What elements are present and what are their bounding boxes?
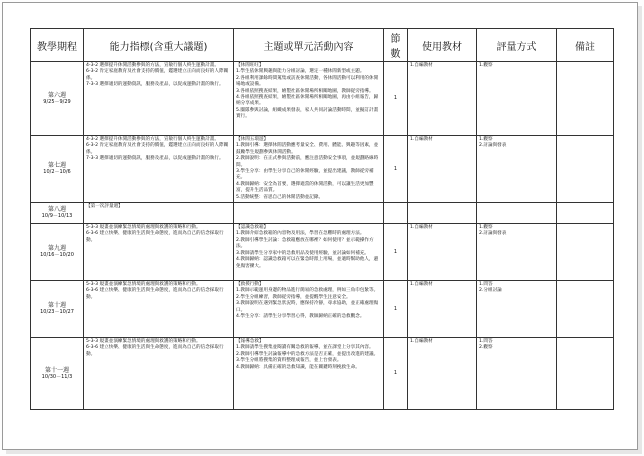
topic-line: 2.各組利用課餘時間蒐集或訪查休閒活動，各休閒活動可以利用的休閒場地或設備。: [236, 75, 379, 88]
indicator-line: 5-3-3 規畫並演練緊急情境的處理與救護的策略和行動。: [86, 225, 201, 231]
topic-line: 1.教師介紹急救箱的內容物及用法，學習在急難時的處理方法。: [236, 231, 365, 237]
topic-line: 【報導急救】: [236, 339, 264, 345]
topic-line: 3.各組依照搜查結果，繪製社區休閒場所相關地圖，教師從旁指導。: [236, 88, 374, 94]
assessment-cell: [477, 281, 557, 338]
indicator-line: 6-3-6 建立快樂、健康的生活與生命態度，進而為自己的信念採取行動。: [86, 345, 224, 357]
sessions-cell: [384, 203, 408, 224]
week-dates: 10/16－10/20: [40, 252, 74, 259]
indicator-line: 6-3-2 肯定家庭教育及社會支持的價值，鑑選建立正向而良好的人際關係。: [86, 69, 229, 81]
materials-cell: 1.自編教材: [408, 338, 477, 410]
topic-line: 1.教師請學生搜集並閱讀有關急救的報導，並在課堂上分享其內容。: [236, 345, 374, 351]
topic-line: 4.各組依照搜查結果，繪製社區休閒場所相關地圖，再由小組報告，歸納分享成果。: [236, 95, 379, 107]
week-name: 第九週: [47, 245, 66, 253]
topic-line: 5.活動統整：省思自己的休閒活動並記錄。: [236, 194, 324, 200]
header-row: [31, 29, 614, 62]
topic-cell: [234, 224, 384, 281]
topic-line: 【救援行動】: [236, 282, 264, 288]
topic-line: 2.教師引導學生討論報導中的急救方法是否正確，並提出改進的建議。: [236, 351, 379, 357]
week-cell: [31, 224, 84, 281]
topic-cell: [234, 281, 384, 338]
materials-cell: [408, 203, 477, 224]
week-cell: [31, 136, 84, 203]
header-sessions: 節數: [384, 29, 408, 62]
header-indicators: 能力指標(含重大議題): [84, 29, 234, 62]
indicator-line: 4-3-2 選擇提升休閒活動參與的方法，宣敏行個人終生運動計畫。: [86, 63, 219, 68]
topic-line: 【認識急救箱】: [236, 225, 269, 231]
week-cell: [31, 281, 84, 338]
assessment-line: 1.問答: [479, 282, 493, 288]
indicator-line: 7-3-3 選擇適切的運動資訊，服務及產品，以促成運動計畫的執行。: [86, 82, 224, 88]
sessions-cell: 1: [384, 136, 408, 203]
topic-line: 5.團隊參與討論，組織成果發表，家人共同討論活動時間，並擬訂計畫實行。: [236, 107, 379, 120]
topic-line: 2.教師引導學生討論：急救箱應放在哪裡？如何使用？並示範操作方法。: [236, 237, 374, 250]
topic-line: 1.教師示範運用身邊的物品進行簡易的急救處理，例如三角巾包紮等。: [236, 288, 379, 294]
week-cell: [31, 338, 84, 410]
week-row: [31, 224, 614, 281]
topic-line: 3.學生分組將搜集的資料整理成報告，並上台發表。: [236, 358, 342, 364]
sessions-cell: 1: [384, 281, 408, 338]
assessment-line: 2.討論與發表: [479, 143, 507, 149]
topic-line: 1.教師引導：選擇休閒活動應考量安全、費用、體能、興趣等因素，並鼓勵學生規劃參與休閒活動。: [236, 143, 379, 155]
week-dates: 10/30－11/3: [41, 373, 73, 380]
topic-line: 3.教師請學生分享家中的急救用品及使用經驗，並討論如何補充。: [236, 250, 370, 256]
assessment-line: 2.觀察: [479, 345, 493, 351]
indicator-line: 【第一次評量週】: [86, 204, 123, 210]
assessment-line: 2.討論與發表: [479, 231, 507, 237]
topic-line: 4.教師歸納：安全為首要，選擇適當的休閒活動，可以讓生活更加豐富，提升生活品質。: [236, 181, 374, 194]
table-body: [31, 62, 614, 410]
assessment-cell: [477, 203, 557, 224]
notes-cell: [557, 203, 614, 224]
header-topic: 主題或單元活動內容: [234, 29, 384, 62]
topic-cell: [234, 338, 384, 410]
week-dates: 10/23－10/27: [40, 309, 74, 316]
topic-cell: [234, 203, 384, 224]
indicators-cell: [84, 224, 234, 281]
week-name: 第十週: [47, 302, 66, 310]
materials-cell: 1.自編教材: [408, 62, 477, 136]
assessment-line: 1.觀察: [479, 63, 493, 68]
assessment-line: 2.分組討論: [479, 288, 502, 294]
header-materials: 使用教材: [408, 29, 477, 62]
sessions-cell: 1: [384, 62, 408, 136]
assessment-line: 1.問答: [479, 339, 493, 345]
week-dates: 10/9－10/13: [41, 213, 73, 220]
week-row: [31, 136, 614, 203]
topic-line: 4.學生分享：請學生分享學習心得，教師歸納正確的急救觀念。: [236, 314, 365, 320]
topic-line: 2.教師說明：在正式參與活動前，應注意活動安全事項，並規劃路線時間。: [236, 156, 379, 168]
week-row: [31, 62, 614, 136]
notes-cell: [557, 224, 614, 281]
header-assessment: 評量方式: [477, 29, 557, 62]
week-name: 第六週: [47, 91, 66, 99]
indicator-line: 7-3-3 選擇適切的運動資訊，服務及產品，以促成運動計畫的執行。: [86, 156, 224, 162]
assessment-line: 1.觀察: [479, 225, 493, 231]
topic-cell: [234, 136, 384, 203]
week-cell: [31, 203, 84, 224]
topic-line: 【休閒五環遊】: [236, 137, 269, 142]
week-dates: 9/25－9/29: [43, 98, 71, 105]
week-row: [31, 203, 614, 224]
indicators-cell: [84, 62, 234, 136]
week-row: [31, 338, 614, 410]
indicators-cell: [84, 203, 234, 224]
materials-cell: 1.自編教材: [408, 224, 477, 281]
header-notes: 備註: [557, 29, 614, 62]
topic-line: 2.學生分組練習，教師從旁指導，並提醒學生注意安全。: [236, 294, 351, 300]
topic-line: 3.學生分享：由學生分享自己的休閒經驗，並提出建議，教師從旁補充。: [236, 169, 374, 181]
assessment-cell: [477, 62, 557, 136]
assessment-cell: [477, 338, 557, 410]
week-row: [31, 281, 614, 338]
notes-cell: [557, 338, 614, 410]
header-period: 教學期程: [31, 29, 84, 62]
sessions-cell: 1: [384, 224, 408, 281]
week-name: 第十一週: [44, 366, 69, 374]
week-dates: 10/2－10/6: [43, 169, 71, 176]
assessment-cell: [477, 136, 557, 203]
indicators-cell: [84, 338, 234, 410]
assessment-cell: [477, 224, 557, 281]
topic-cell: [234, 62, 384, 136]
indicators-cell: [84, 281, 234, 338]
notes-cell: [557, 136, 614, 203]
topic-line: 4.教師歸納：具備正確的急救知識，能在關鍵時刻挽救生命。: [236, 364, 360, 370]
topic-line: 3.教師說明在遇到緊急狀況時，應保持冷靜，尋求協助，並正確處理傷口。: [236, 301, 379, 313]
topic-line: 【休閒旺旺】: [236, 63, 264, 68]
materials-cell: 1.自編教材: [408, 136, 477, 203]
topic-line: 4.教師歸納：認識急救箱可以在緊急時派上用場，並適時幫助他人，避免傷害擴大。: [236, 257, 379, 269]
indicator-line: 5-3-3 規畫並演練緊急情境的處理與救護的策略和行動。: [86, 282, 201, 288]
topic-line: 1.學生依休閒興趣與能力分組討論，選定一種休閒新型或主題。: [236, 69, 365, 75]
indicator-line: 6-3-6 建立快樂、健康的生活與生命態度，進而為自己的信念採取行動。: [86, 231, 224, 243]
notes-cell: [557, 62, 614, 136]
week-name: 第八週: [47, 206, 66, 214]
week-name: 第七週: [47, 162, 66, 170]
indicator-line: 6-3-2 肯定家庭教育及社會支持的價值，鑑選建立正向而良好的人際關係。: [86, 143, 229, 155]
sessions-cell: 1: [384, 338, 408, 410]
materials-cell: 1.自編教材: [408, 281, 477, 338]
lesson-plan-table: [30, 28, 614, 410]
assessment-line: 1.觀察: [479, 137, 493, 142]
indicator-line: 6-3-6 建立快樂、健康的生活與生命態度，進而為自己的信念採取行動。: [86, 288, 224, 300]
indicator-line: 5-3-3 規畫並演練緊急情境的處理與救護的策略和行動。: [86, 339, 201, 345]
notes-cell: [557, 281, 614, 338]
indicators-cell: [84, 136, 234, 203]
week-cell: [31, 62, 84, 136]
indicator-line: 4-3-2 選擇提升休閒活動參與的方法，宣敏行個人終生運動計畫。: [86, 137, 219, 142]
